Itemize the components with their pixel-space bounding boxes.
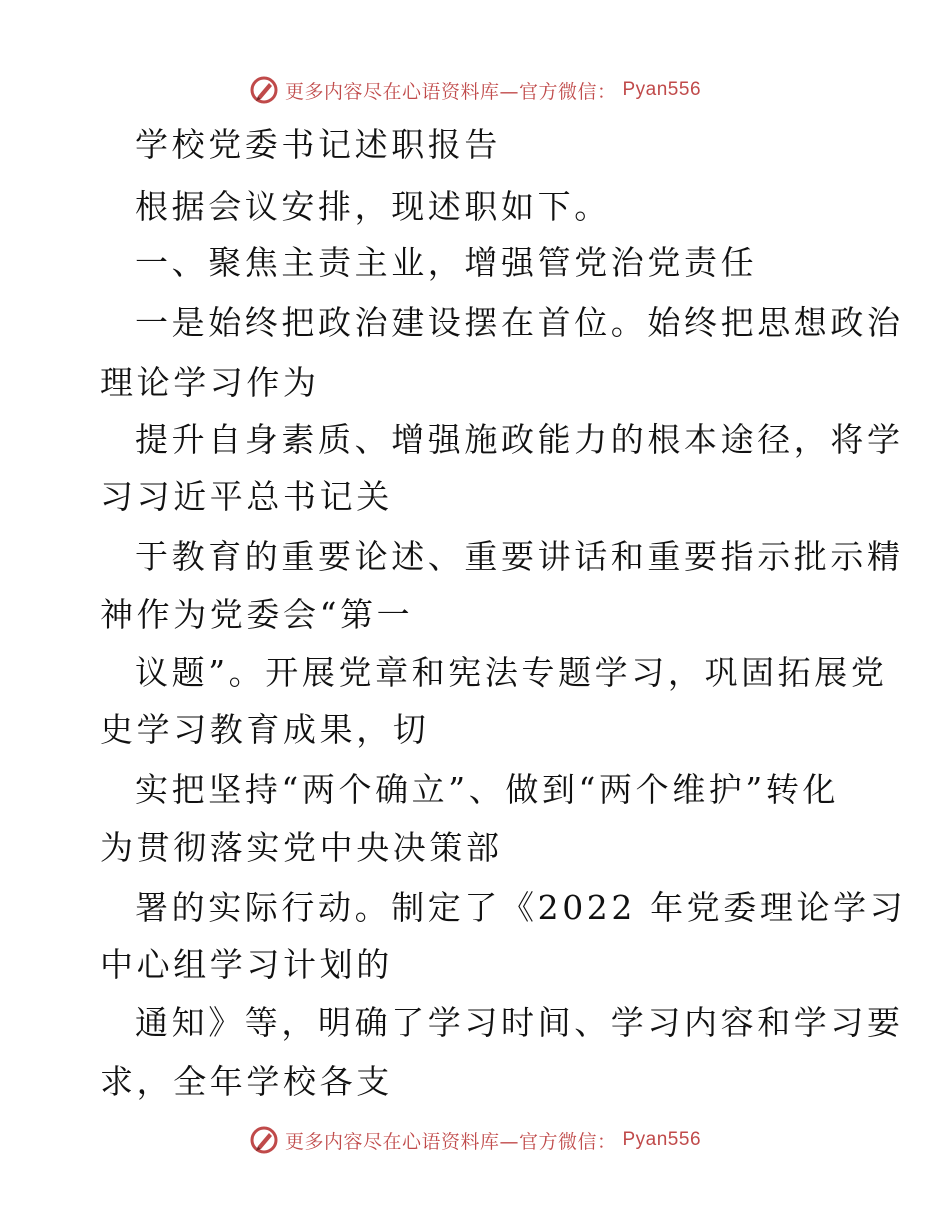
pen-logo-icon [249, 1125, 279, 1155]
footer-watermark [0, 1120, 950, 1160]
paragraph-line: 署的实际行动。制定了《2022 年党委理论学习 [135, 888, 907, 927]
paragraph-line: 议题”。开展党章和宪法专题学习，巩固拓展党 [135, 653, 888, 692]
section-heading: 一、聚焦主责主业，增强管党治党责任 [135, 243, 758, 282]
watermark-text: 更多内容尽在心语资料库—官方微信： [284, 1130, 617, 1153]
paragraph-line: 于教育的重要论述、重要讲话和重要指示批示精 [135, 537, 904, 576]
paragraph-line: 神作为党委会“第一 [100, 595, 414, 634]
paragraph-line: 提升自身素质、增强施政能力的根本途径，将学 [135, 420, 904, 459]
document-title: 学校党委书记述职报告 [135, 125, 501, 164]
paragraph-line: 实把坚持“两个确立”、做到“两个维护”转化 [135, 770, 840, 809]
paragraph-line: 求，全年学校各支 [100, 1062, 393, 1101]
paragraph-line: 史学习教育成果，切 [100, 710, 430, 749]
paragraph-line: 一是始终把政治建设摆在首位。始终把思想政治 [135, 303, 904, 342]
paragraph-line: 习习近平总书记关 [100, 477, 393, 516]
paragraph-line: 中心组学习计划的 [100, 945, 393, 984]
paragraph-line: 为贯彻落实党中央决策部 [100, 828, 503, 867]
watermark-wechat-id: Pyan556 [622, 79, 702, 100]
watermark-text: 更多内容尽在心语资料库—官方微信： [284, 80, 617, 103]
paragraph-line: 理论学习作为 [100, 363, 320, 402]
paragraph-line: 根据会议安排，现述职如下。 [135, 187, 611, 226]
paragraph-line: 通知》等，明确了学习时间、学习内容和学习要 [135, 1003, 904, 1042]
watermark-wechat-id: Pyan556 [622, 1129, 702, 1150]
